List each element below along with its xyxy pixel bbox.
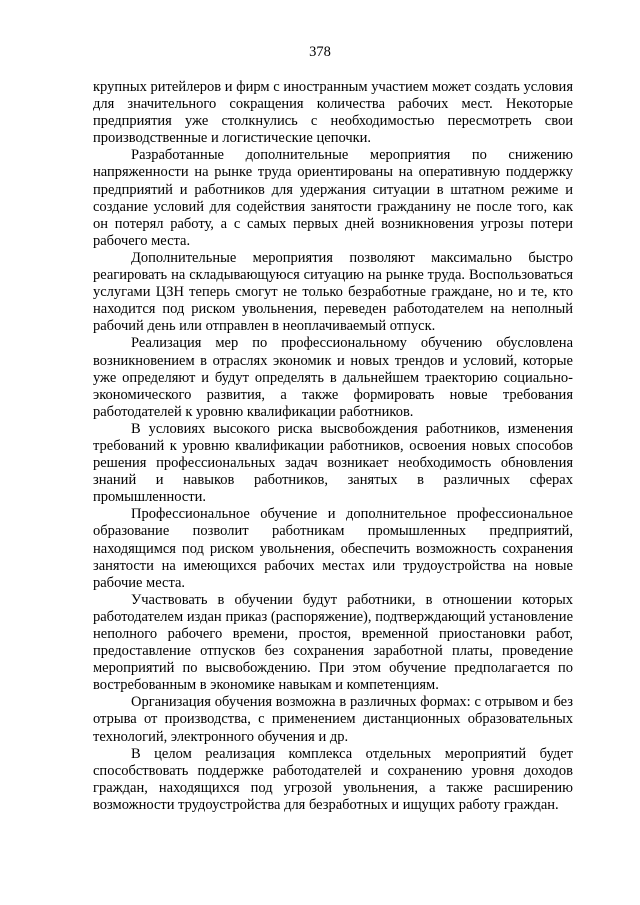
paragraph-1: крупных ритейлеров и фирм с иностранным участием может создать условия для значительного сокращения количества рабочих мест. Некоторые предприятия уже столкнулись с необходимостью пересмотреть свои производственные и логистические цепочки. [93, 79, 573, 147]
page-number: 378 [309, 44, 331, 60]
paragraph-3: Дополнительные мероприятия позволяют максимально быстро реагировать на складывающуюся ситуацию на рынке труда. Воспользоваться услугами ЦЗН теперь смогут не только безработные граждане, но и те, кто находится под риском увольнения, переведен работодателем на неполный рабочий день или отправлен в неоплачиваемый отпуск. [93, 249, 573, 335]
paragraph-4: Реализация мер по профессиональному обучению обусловлена возникновением в отраслях экономик и новых трендов и условий, которые уже определяют и будут определять в дальнейшем траекторию социально-экономического развития, а также формировать новые требования работодателей к уровню квалификации работников. [93, 335, 573, 420]
paragraph-6: Профессиональное обучение и дополнительное профессиональное образование позволит работникам промышленных предприятий, находящимся под риском увольнения, обеспечить возможность сохранения занятости на имеющихся рабочих местах или трудоустройства на новые рабочие места. [93, 506, 573, 591]
paragraph-7: Участвовать в обучении будут работники, в отношении которых работодателем издан приказ (распоряжение), подтверждающий установление неполного рабочего времени, простоя, временной приостановки работ, предоставление отпусков без сохранения заработной платы, проведение мероприятий по высвобождению. При этом обучение предполагается по востребованным в экономике навыкам и компетенциям. [93, 591, 573, 694]
paragraph-8: Организация обучения возможна в различных формах: с отрывом и без отрыва от производства, с применением дистанционных образовательных технологий, электронного обучения и др. [93, 694, 573, 745]
page-body [93, 79, 573, 814]
paragraph-2: Разработанные дополнительные мероприятия по снижению напряженности на рынке труда ориентированы на оперативную поддержку предприятий и работников для удержания ситуации в штатном режиме и создание условий для содействия занятости гражданину не после того, как он потерял работу, а с самых первых дней возникновения угрозы потери рабочего места. [93, 147, 573, 249]
paragraph-9: В целом реализация комплекса отдельных мероприятий будет способствовать поддержке работодателей и сохранению уровня доходов граждан, находящихся под угрозой увольнения, а также расширению возможности трудоустройства для безработных и ищущих работу граждан. [93, 745, 573, 813]
paragraph-5: В условиях высокого риска высвобождения работников, изменения требований к уровню квалификации работников, освоения новых способов решения профессиональных задач возникает необходимость обновления знаний и навыков работников, занятых в различных сферах промышленности. [93, 420, 573, 506]
